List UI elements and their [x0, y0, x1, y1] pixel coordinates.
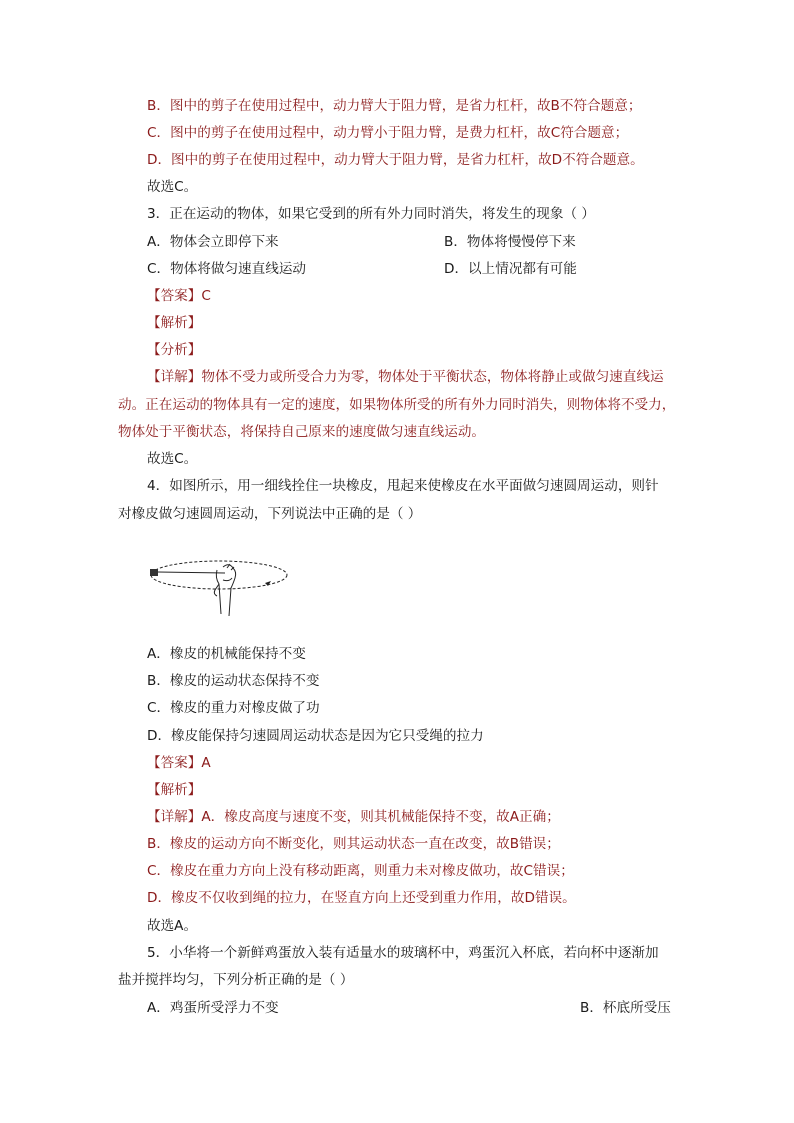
q3-fenxi-tag: 【分析】 — [147, 342, 202, 358]
detail-tag: 【详解】 — [147, 369, 202, 385]
q5-option-a: A．鸡蛋所受浮力不变 — [147, 1000, 279, 1016]
q5-stem-line-1: 5．小华将一个新鲜鸡蛋放入装有适量水的玻璃杯中，鸡蛋沉入杯底，若向杯中逐渐加 — [147, 945, 659, 961]
q4-analysis-tag: 【解析】 — [147, 782, 202, 798]
answer-value: A — [201, 755, 211, 771]
q3-stem: 3．正在运动的物体，如果它受到的所有外力同时消失，将发生的现象（ ） — [147, 206, 595, 222]
q4-option-b: B．橡皮的运动状态保持不变 — [147, 673, 320, 689]
eraser-circular-motion-figure — [147, 556, 292, 636]
q5-stem-line-2: 盐并搅拌均匀，下列分析正确的是（ ） — [118, 972, 354, 988]
answer-tag: 【答案】 — [147, 288, 202, 304]
q3-option-d: D．以上情况都有可能 — [444, 261, 577, 277]
q2-option-d-explanation: D．图中的剪子在使用过程中，动力臂大于阻力臂，是省力杠杆，故D不符合题意。 — [147, 152, 644, 168]
q2-conclusion: 故选C。 — [147, 179, 198, 195]
q4-detail-d: D．橡皮不仅收到绳的拉力，在竖直方向上还受到重力作用，故D错误。 — [147, 890, 576, 906]
q2-option-b-explanation: B．图中的剪子在使用过程中，动力臂大于阻力臂，是省力杠杆，故B不符合题意； — [147, 98, 642, 114]
q4-option-a: A．橡皮的机械能保持不变 — [147, 646, 306, 662]
q2-option-c-explanation: C．图中的剪子在使用过程中，动力臂小于阻力臂，是费力杠杆，故C符合题意； — [147, 125, 629, 141]
q3-analysis-tag: 【解析】 — [147, 315, 202, 331]
q4-answer — [147, 754, 211, 772]
q4-stem-line-1: 4．如图所示，用一细线拴住一块橡皮，甩起来使橡皮在水平面做匀速圆周运动，则针 — [147, 478, 659, 494]
q4-conclusion: 故选A。 — [147, 918, 198, 934]
q3-answer — [147, 287, 211, 305]
q4-option-c: C．橡皮的重力对橡皮做了功 — [147, 700, 320, 716]
q4-detail-b: B．橡皮的运动方向不断变化，则其运动状态一直在改变，故B错误； — [147, 836, 560, 852]
q3-conclusion: 故选C。 — [147, 451, 198, 467]
q3-option-c: C．物体将做匀速直线运动 — [147, 261, 307, 277]
q3-option-a: A．物体会立即停下来 — [147, 234, 279, 250]
detail-text: 物体不受力或所受合力为零，物体处于平衡状态，物体将静止或做匀速直线运 — [201, 369, 664, 385]
q3-detail-line-3: 物体处于平衡状态，将保持自己原来的速度做匀速直线运动。 — [118, 424, 486, 440]
detail-text: A．橡皮高度与速度不变，则其机械能保持不变，故A正确； — [201, 809, 560, 825]
q4-stem-line-2: 对橡皮做匀速圆周运动，下列说法中正确的是（ ） — [118, 506, 422, 522]
answer-tag: 【答案】 — [147, 755, 202, 771]
q4-option-d: D．橡皮能保持匀速圆周运动状态是因为它只受绳的拉力 — [147, 728, 484, 744]
q5-option-b: B．杯底所受压 — [580, 1000, 671, 1016]
q3-option-b: B．物体将慢慢停下来 — [444, 234, 576, 250]
detail-tag: 【详解】 — [147, 809, 202, 825]
q3-detail-line-2: 动。正在运动的物体具有一定的速度，如果物体所受的所有外力同时消失，则物体将不受力， — [118, 397, 676, 413]
q4-detail-c: C．橡皮在重力方向上没有移动距离，则重力未对橡皮做功，故C错误； — [147, 863, 574, 879]
q4-detail-a — [147, 808, 560, 826]
q3-detail-line-1 — [147, 368, 664, 386]
answer-value: C — [201, 288, 211, 304]
